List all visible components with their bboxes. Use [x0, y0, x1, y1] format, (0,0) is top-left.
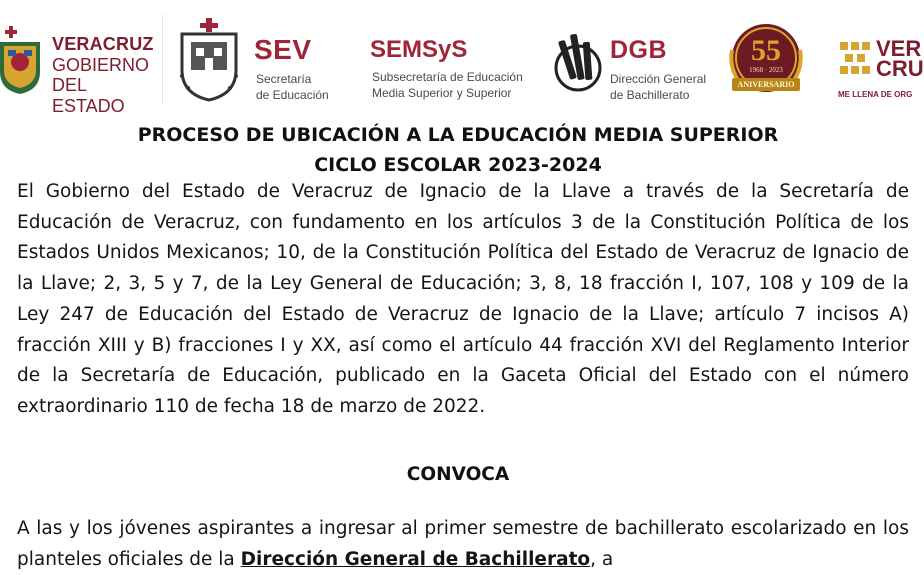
- logo-veracruz-me-llena: [836, 14, 924, 104]
- logo-sev-name: SEV: [254, 34, 312, 65]
- veracruz-shield-icon: [0, 24, 40, 94]
- logo-veracruz-line2: CRU: [876, 56, 924, 81]
- section-heading-convoca: CONVOCA: [406, 464, 510, 485]
- logo-gobierno-line1: VERACRUZ: [52, 34, 154, 54]
- logo-veracruz-tagline: ME LLENA DE ORG: [838, 90, 913, 99]
- call-text-before: A las y los jóvenes aspirantes a ingresar al primer semestre de bachillerato escolarizado en los planteles oficiales de la: [17, 518, 909, 570]
- logo-sev-sub1: Secretaría: [256, 72, 312, 86]
- veracruz-seal-icon: [178, 18, 240, 100]
- document-subtitle: CICLO ESCOLAR 2023-2024: [314, 154, 602, 176]
- logo-semsys-sub2: Media Superior y Superior: [372, 86, 512, 100]
- logo-semsys: [370, 14, 550, 104]
- logo-dgb-name: DGB: [610, 36, 668, 64]
- call-text-after: , a: [590, 548, 614, 570]
- logo-semsys-name: SEMSyS: [370, 36, 468, 63]
- logo-dgb: [552, 14, 716, 104]
- logo-gobierno-veracruz: [0, 14, 163, 116]
- intro-paragraph: El Gobierno del Estado de Veracruz de Ignacio de la Llave a través de la Secretaría de Educación de Veracruz, con fundamento en los artículos 3 de la Constitución Política de los Estados Unidos Mexicanos; 10, de la Constitución Política del Estado de Veracruz de Ignacio de la Llave; 2, 3, 5 y 7, de la Ley General de Educación; 3, 8, 18 fracción I, 107, 108 y 109 de la Ley 247 de Educación del Estado de Veracruz de Ignacio de la Llave; artículo 7 incisos A) fracción XIII y B) fracciones I y XX, así como el artículo 44 fracción XVI del Reglamento Interior de la Secretaría de Educación, publicado en la Gaceta Oficial del Estado con el número extraordinario 110 de fecha 18 de marzo de 2022.: [17, 181, 909, 417]
- logo-gobierno-line2: GOBIERNO: [52, 55, 150, 75]
- logo-sev: [172, 14, 348, 104]
- logo-dgb-sub1: Dirección General: [610, 72, 707, 86]
- logo-gobierno-line3: DEL ESTADO: [52, 75, 125, 116]
- dgb-books-icon: [554, 30, 600, 94]
- logo-55-aniversario: [718, 20, 814, 104]
- call-text-dgb: Dirección General de Bachillerato: [240, 548, 591, 570]
- logo-veracruz-line1: VER: [876, 36, 922, 61]
- call-paragraph: [17, 514, 909, 570]
- aniversario-number: 55: [751, 34, 781, 67]
- aniversario-years: 1968 · 2023: [749, 66, 783, 74]
- aniversario-ribbon: ANIVERSARIO: [732, 78, 800, 91]
- logo-semsys-sub1: Subsecretaría de Educación: [372, 70, 523, 84]
- document-title: PROCESO DE UBICACIÓN A LA EDUCACIÓN MEDIA SUPERIOR: [137, 124, 779, 146]
- logo-sev-sub2: de Educación: [256, 88, 329, 102]
- logo-dgb-sub2: de Bachillerato: [610, 88, 690, 102]
- logo-header: [0, 0, 924, 116]
- knot-pattern-icon: [838, 40, 872, 76]
